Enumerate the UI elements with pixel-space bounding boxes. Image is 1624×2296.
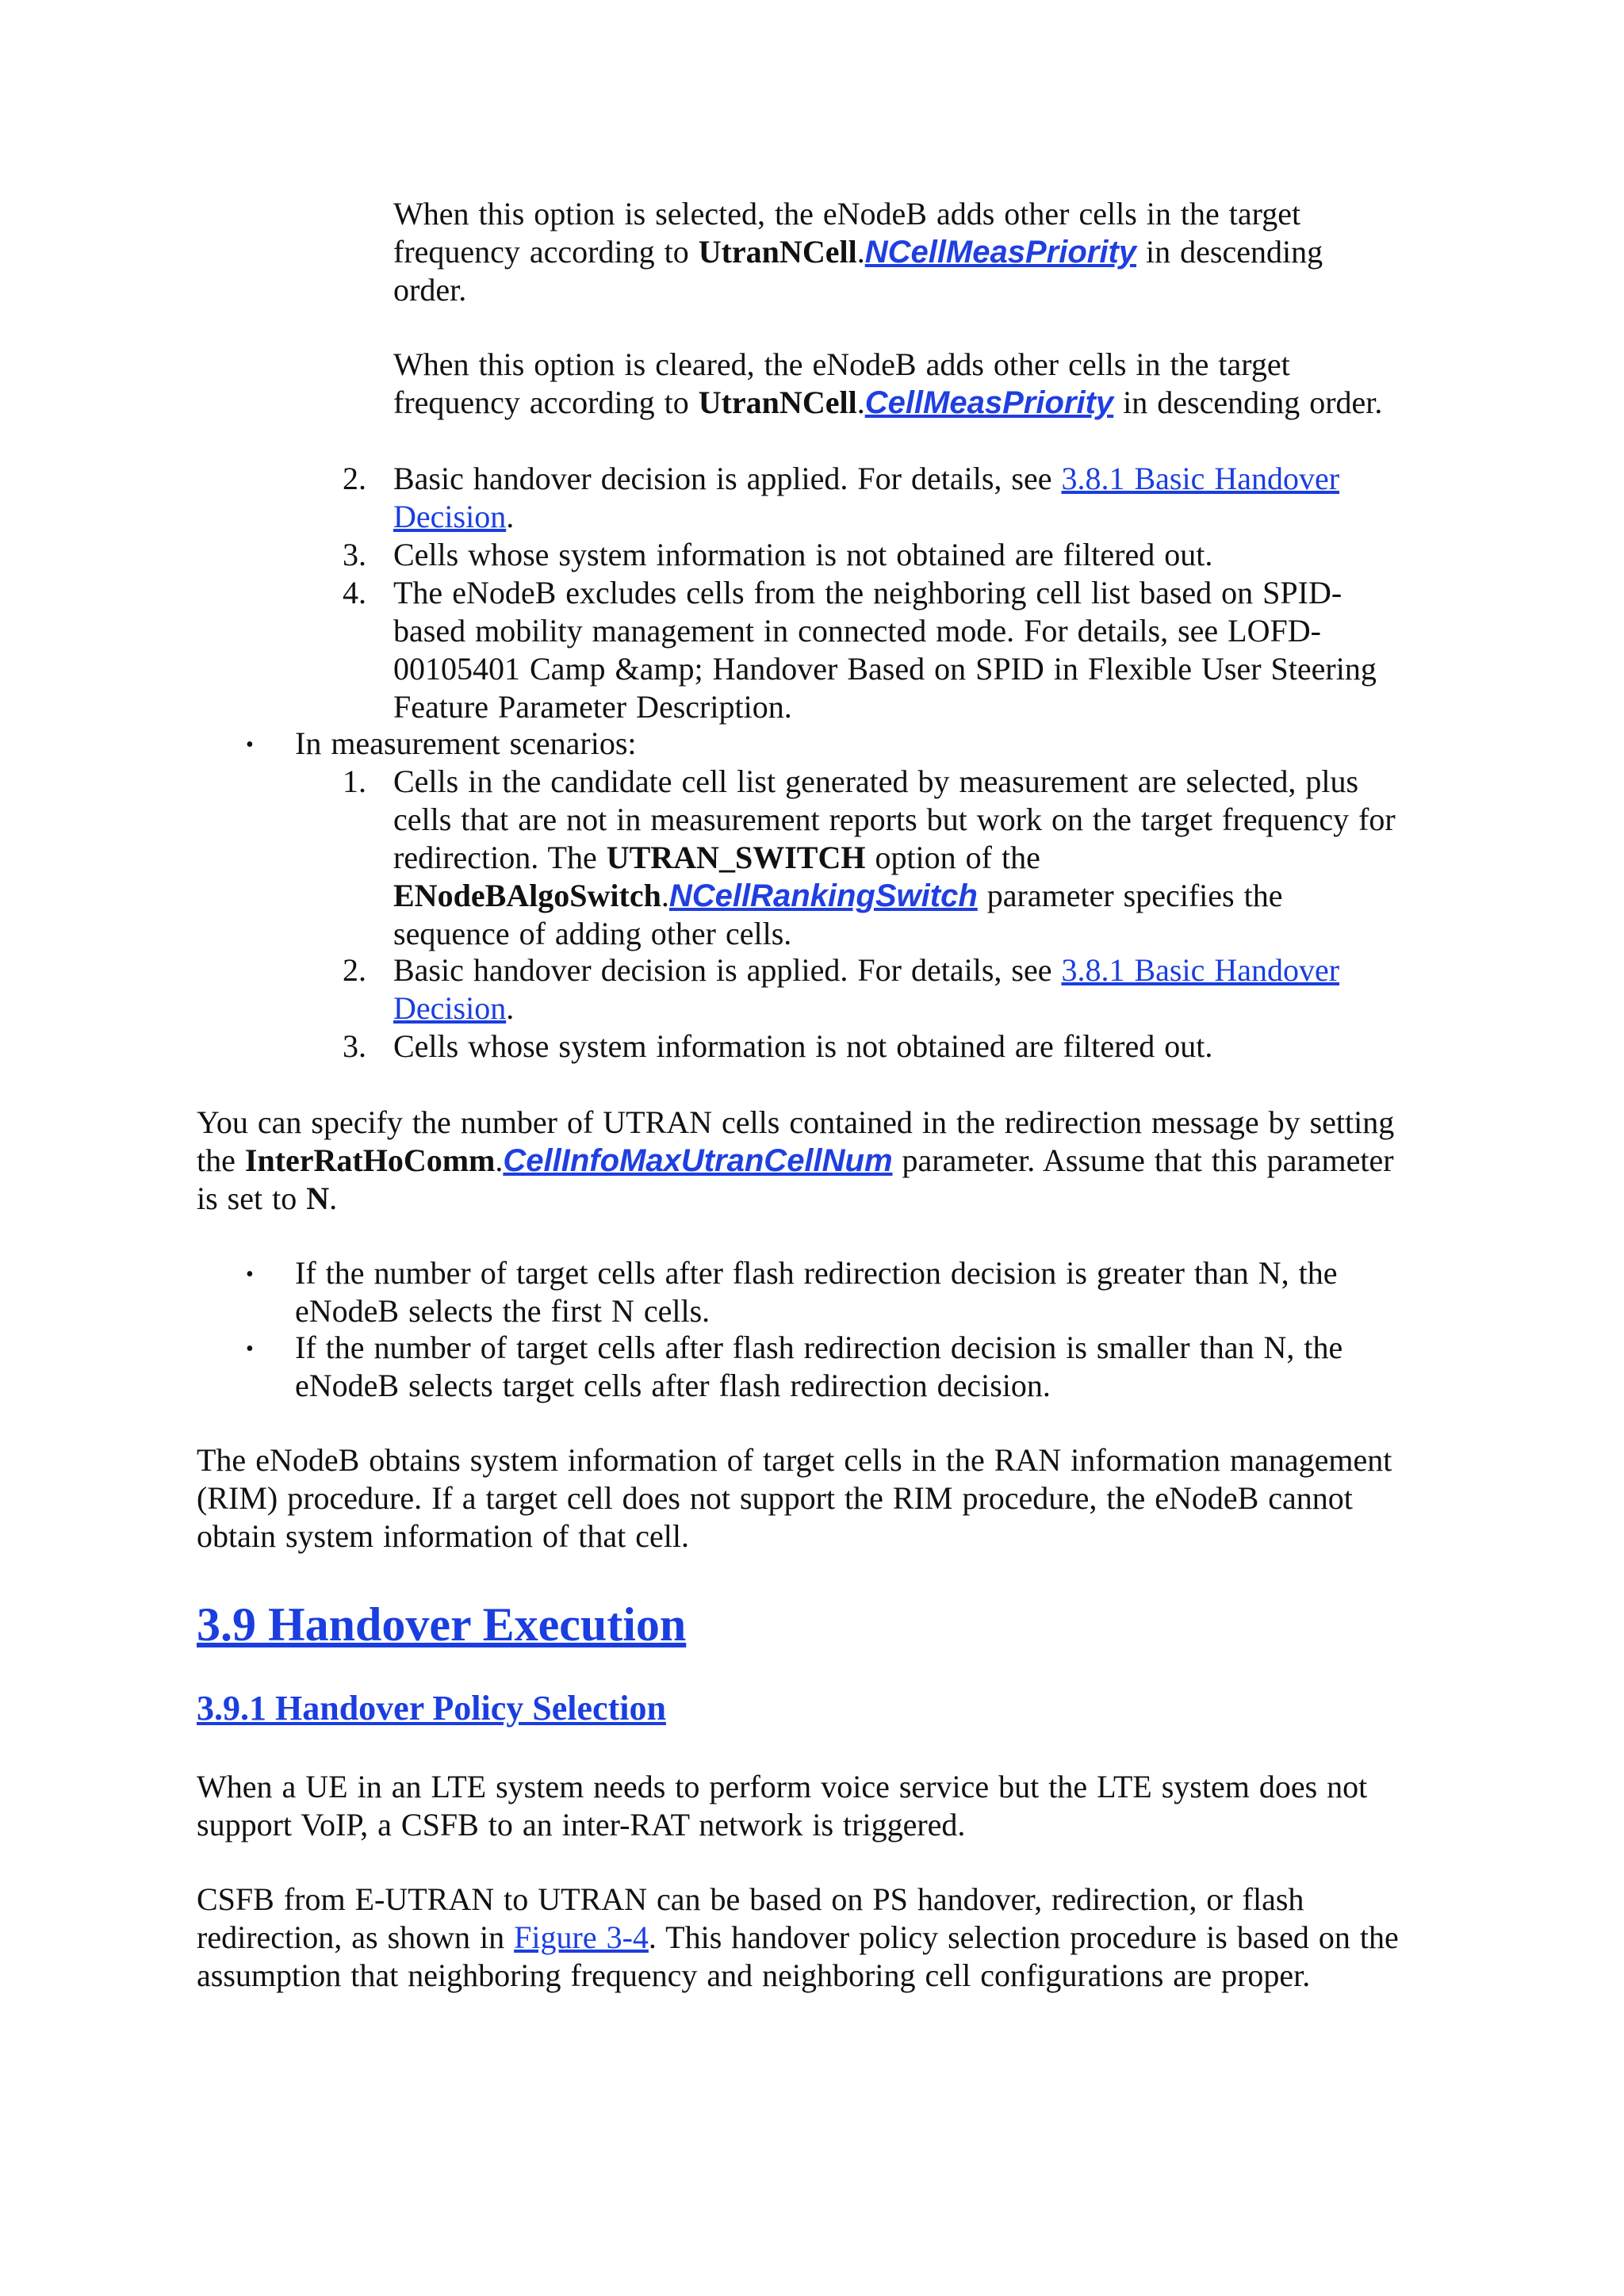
text-line: frequency according to UtranNCell.CellMeasPriority in descending order. xyxy=(393,385,1383,420)
object-name: ENodeBAlgoSwitch xyxy=(393,878,661,913)
link-basic-handover-decision[interactable]: 3.8.1 Basic Handover xyxy=(1061,952,1340,988)
list-number: 2. xyxy=(343,461,366,496)
section-heading-handover-execution[interactable]: 3.9 Handover Execution xyxy=(197,1598,687,1651)
value-n: N xyxy=(306,1181,330,1216)
bullet-item: In measurement scenarios: xyxy=(295,725,637,761)
text-line: frequency according to UtranNCell.NCellMeasPriority in descending xyxy=(393,234,1323,270)
list-item: The eNodeB excludes cells from the neighboring cell list based on SPID- based mobility management in connected mode. For details, see LOFD- 00105401 Camp &amp; Handover Based on SPID in Flexible User Steering Feature Parameter Description. xyxy=(393,575,1377,725)
link-basic-handover-decision[interactable]: 3.8.1 Basic Handover xyxy=(1061,461,1340,496)
list-number: 4. xyxy=(343,575,366,610)
bullet-icon: • xyxy=(246,1337,254,1361)
list-item: Cells in the candidate cell list generated by measurement are selected, plus cells that are not in measurement reports but work on the target frequency for redirection. The UTRAN_SWITCH option of the ENodeBAlgoSwitch.NCellRankingSwitch parameter specifies the sequence of adding other cells. xyxy=(393,763,1396,951)
rim-paragraph: The eNodeB obtains system information of target cells in the RAN information management (RIM) procedure. If a target cell does not support the RIM procedure, the eNodeB cannot obtain system information of that cell. xyxy=(197,1442,1392,1554)
parameter-link-cellmeaspriority[interactable]: CellMeasPriority xyxy=(864,385,1114,420)
link-basic-handover-decision-cont[interactable]: Decision xyxy=(393,990,507,1026)
option-cleared-paragraph xyxy=(393,346,1624,422)
bullet-icon: • xyxy=(246,733,254,757)
object-name: UtranNCell xyxy=(698,234,857,270)
bullet-item: If the number of target cells after flash redirection decision is greater than N, the eNodeB selects the first N cells. xyxy=(295,1255,1338,1329)
bullet-item: If the number of target cells after flash redirection decision is smaller than N, the eNodeB selects target cells after flash redirection decision. xyxy=(295,1330,1343,1403)
text-line: When this option is cleared, the eNodeB adds other cells in the target xyxy=(393,346,1290,382)
object-name: UtranNCell xyxy=(698,385,857,420)
switch-name: UTRAN_SWITCH xyxy=(606,840,866,875)
link-figure-3-4[interactable]: Figure 3-4 xyxy=(514,1919,649,1955)
list-item: Basic handover decision is applied. For details, see 3.8.1 Basic Handover Decision. xyxy=(393,461,1340,534)
subsection-heading-handover-policy-selection[interactable]: 3.9.1 Handover Policy Selection xyxy=(197,1689,666,1728)
bullet-icon: • xyxy=(246,1262,254,1287)
link-basic-handover-decision-cont[interactable]: Decision xyxy=(393,499,507,534)
parameter-link-cellinfomaxutrancellnum[interactable]: CellInfoMaxUtranCellNum xyxy=(503,1143,893,1178)
text-line: order. xyxy=(393,272,467,308)
option-selected-paragraph xyxy=(393,195,1624,309)
list-item: Cells whose system information is not obtained are filtered out. xyxy=(393,1028,1213,1064)
list-number: 3. xyxy=(343,537,366,572)
parameter-link-ncellmeaspriority[interactable]: NCellMeasPriority xyxy=(864,235,1137,270)
list-item: Cells whose system information is not obtained are filtered out. xyxy=(393,537,1213,572)
csfb-policy-paragraph: CSFB from E-UTRAN to UTRAN can be based on PS handover, redirection, or flash redirection, as shown in Figure 3-4. This handover policy selection procedure is based on the assumption that neighboring frequency and neighboring cell configurations are proper. xyxy=(197,1881,1399,1993)
csfb-trigger-paragraph: When a UE in an LTE system needs to perform voice service but the LTE system does not support VoIP, a CSFB to an inter-RAT network is triggered. xyxy=(197,1769,1368,1843)
list-number: 3. xyxy=(343,1028,366,1064)
text-line: When this option is selected, the eNodeB adds other cells in the target xyxy=(393,196,1301,232)
list-number: 2. xyxy=(343,952,366,988)
object-name: InterRatHoComm xyxy=(244,1142,496,1178)
list-item: Basic handover decision is applied. For details, see 3.8.1 Basic Handover Decision. xyxy=(393,952,1340,1026)
parameter-link-ncellrankingswitch[interactable]: NCellRankingSwitch xyxy=(668,878,978,913)
list-number: 1. xyxy=(343,763,366,799)
utran-cells-paragraph: You can specify the number of UTRAN cells contained in the redirection message by setting the InterRatHoComm.CellInfoMaxUtranCellNum parameter. Assume that this parameter is set to N. xyxy=(197,1104,1395,1216)
